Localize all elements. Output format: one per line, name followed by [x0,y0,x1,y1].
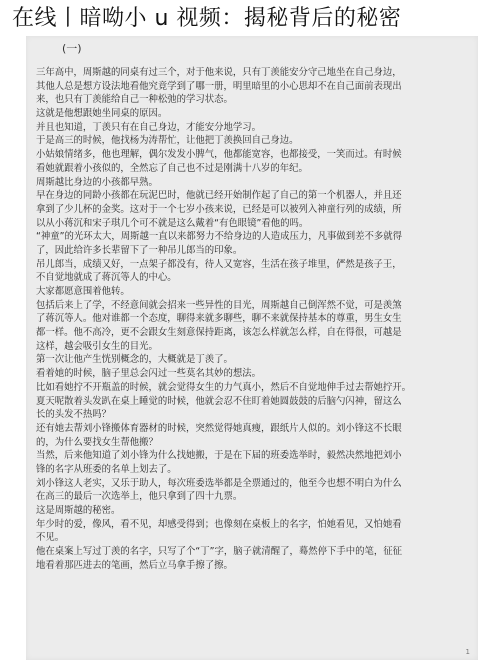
text-line: 看着她的时候，脑子里总会闪过一些莫名其妙的想法。 [36,368,262,380]
text-line: 拿到了少儿杯的金奖。这对于一个七岁小孩来说，已经是可以被列入神童行列的成绩，所 [36,203,402,215]
text-line: 都一样。他不高冷，更不会跟女生刻意保持距离，该怎么样就怎么样，自在得很，可越是 [36,327,402,339]
text-line: 其他人总是想方设法地看他究竟学到了哪一册，明里暗里的小心思却不在自己面前表现出 [36,80,402,92]
text-line: 这是周斯越的秘密。 [36,505,121,516]
text-line: 比如看她拧不开瓶盖的时候，就会觉得女生的力气真小，然后不自觉地伸手过去帮她拧开。 [36,381,412,393]
text-line: 以从小蒋沉和宋子琪几个可不就是这么戴着“有色眼镜”看他的吗。 [36,217,309,229]
text-line: 夏天呢散着头发趴在桌上睡觉的时候，他就会忍不住盯着她圆鼓鼓的后脑勺闪神，留这么 [36,395,402,407]
text-line: 的，为什么要找女生帮他搬？ [36,436,158,448]
text-line: 来，也只有丁羡能给自己一种松弛的学习状态。 [36,94,233,106]
text-line: 锋的名字从班委的名单上划去了。 [36,463,177,475]
text-line: 他在桌案上写过丁羡的名字，只写了个“丁”字，脑子就清醒了，蓦然停下手中的笔，征征 [36,546,402,558]
text-line: 还有她去帮刘小锋搬体育器材的时候，突然觉得她真瘦，跟纸片人似的。刘小锋这不长眼 [36,422,402,434]
text-line: 地看着那匹进去的笔画，然后立马拿手擦了擦。 [36,559,233,571]
text-line: 了蒋沉等人。他对谁都一个态度，聊得来就多聊些，聊不来就保持基本的尊重，男生女生 [36,313,402,325]
text-line: 大家都愿意围着他转。 [36,286,130,297]
text-line [36,600,468,614]
page-title: 在线丨暗呦小 u 视频：揭秘背后的秘密 [12,6,402,31]
text-line [36,627,468,641]
text-line: 并且也知道，丁羡只有在自己身边，才能安分地学习。 [36,121,262,133]
text-line: 于是高三的时候，他找杨为涛帮忙，让他把丁羡换回自己身边。 [36,135,299,147]
text-line: 长的头发不热吗？ [36,409,112,421]
text-line: 不自觉地就成了蒋沉等人的中心。 [36,272,177,284]
text-line [36,586,468,600]
text-line: 这样，越会吸引女生的目光。 [36,340,158,352]
text-line: 刘小锋这人老实，又乐于助人，每次班委选举都是全票通过的，他至今也想不明白为什么 [36,477,402,489]
text-line: 早在身边的同龄小孩都在玩泥巴时，他就已经开始制作起了自己的第一个机器人，并且还 [36,190,402,202]
text-line [36,572,468,586]
text-line: 年少时的爱，像风，看不见，却感受得到；也像刻在桌板上的名字，怕她看见，又怕她看 [36,518,402,530]
text-line: 在高三的最后一次选举上，他只拿到了四十九票。 [36,491,243,503]
text-line: 包括后来上了学，不经意间就会招来一些异性的目光，周斯越自己倒浑然不觉，可是羡煞 [36,299,402,311]
text-line: 吊儿郎当，成绩又好，一点架子都没有，待人又宽容，生活在孩子堆里，俨然是孩子王， [36,258,402,270]
text-line [36,641,468,654]
section-marker: (一) [62,42,82,55]
text-line: 这就是他想跟她坐同桌的原因。 [36,108,168,120]
document-body [36,66,468,654]
document-scan [26,36,478,660]
text-line: 了，因此给许多长辈留下了一种吊儿郎当的印象。 [36,244,243,256]
text-line [36,614,468,628]
text-line: 不见。 [36,532,65,544]
text-line: 三年高中，周斯越的同桌有过三个，对于他来说，只有丁羡能安分守己地坐在自己身边， [36,67,402,78]
text-line: 小姑娘情绪多，他也理解，偶尔发发小脾气，他都能宽容，也都接受，一笑而过。有时候 [36,149,402,161]
text-line: 看她就跟着小孩似的，全然忘了自己也不过是刚满十八岁的年纪。 [36,162,308,174]
text-line: “神童”的光环太大，周斯越一直以来都努力不给身边的人造成压力，凡事做到差不多就得 [36,231,402,243]
text-line: 当然，后来他知道了刘小锋为什么找她搬，于是在下届的班委选举时，毅然决然地把刘小 [36,450,402,462]
page-number: 1 [465,648,470,656]
text-line: 周斯越比身边的小孩都早熟。 [36,176,158,188]
text-line: 第一次让他产生恍别概念的，大概就是丁羡了。 [36,354,233,366]
